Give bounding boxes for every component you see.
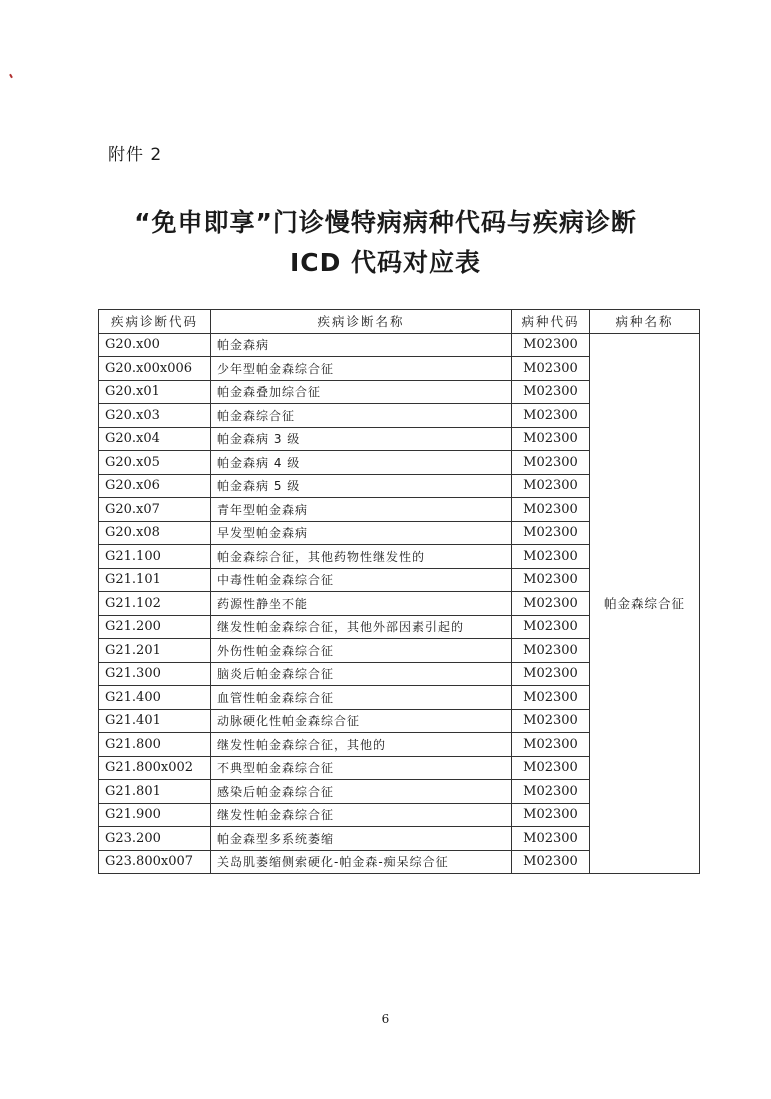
diagnosis-code-cell: G21.800: [99, 733, 211, 757]
diagnosis-name-cell: 外伤性帕金森综合征: [211, 639, 512, 663]
diagnosis-name-cell: 中毒性帕金森综合征: [211, 568, 512, 592]
diagnosis-code-cell: G21.102: [99, 592, 211, 616]
table-header-row: [99, 310, 700, 334]
diagnosis-code-cell: G20.x07: [99, 498, 211, 522]
disease-code-cell: M02300: [512, 827, 590, 851]
diagnosis-code-cell: G20.x00: [99, 333, 211, 357]
document-title-line-1: “免申即享”门诊慢特病病种代码与疾病诊断: [134, 208, 637, 237]
diagnosis-name-cell: 帕金森叠加综合征: [211, 380, 512, 404]
diagnosis-code-cell: G20.x05: [99, 451, 211, 475]
disease-code-cell: M02300: [512, 780, 590, 804]
table-row: [99, 333, 700, 357]
diagnosis-name-cell: 帕金森综合征: [211, 404, 512, 428]
diagnosis-name-cell: 帕金森病: [211, 333, 512, 357]
diagnosis-code-cell: G20.x03: [99, 404, 211, 428]
disease-code-cell: M02300: [512, 568, 590, 592]
diagnosis-code-cell: G21.300: [99, 662, 211, 686]
disease-code-cell: M02300: [512, 733, 590, 757]
diagnosis-name-cell: 继发性帕金森综合征，其他的: [211, 733, 512, 757]
disease-code-cell: M02300: [512, 850, 590, 874]
disease-code-cell: M02300: [512, 686, 590, 710]
column-header-diagnosis-name: 疾病诊断名称: [211, 310, 512, 334]
disease-code-cell: M02300: [512, 709, 590, 733]
diagnosis-name-cell: 帕金森综合征，其他药物性继发性的: [211, 545, 512, 569]
table-body: [99, 333, 700, 874]
diagnosis-name-cell: 血管性帕金森综合征: [211, 686, 512, 710]
disease-code-cell: M02300: [512, 404, 590, 428]
disease-code-cell: M02300: [512, 498, 590, 522]
diagnosis-code-cell: G21.401: [99, 709, 211, 733]
disease-code-cell: M02300: [512, 333, 590, 357]
diagnosis-code-cell: G21.101: [99, 568, 211, 592]
diagnosis-code-cell: G21.800x002: [99, 756, 211, 780]
diagnosis-name-cell: 关岛肌萎缩侧索硬化-帕金森-痴呆综合征: [211, 850, 512, 874]
diagnosis-name-cell: 早发型帕金森病: [211, 521, 512, 545]
scan-speck: [9, 74, 13, 78]
diagnosis-code-cell: G21.201: [99, 639, 211, 663]
diagnosis-code-cell: G21.801: [99, 780, 211, 804]
disease-name-cell: 帕金森综合征: [590, 333, 700, 874]
disease-code-cell: M02300: [512, 615, 590, 639]
diagnosis-name-cell: 继发性帕金森综合征: [211, 803, 512, 827]
column-header-disease-code: 病种代码: [512, 310, 590, 334]
diagnosis-name-cell: 药源性静坐不能: [211, 592, 512, 616]
column-header-diagnosis-code: 疾病诊断代码: [99, 310, 211, 334]
diagnosis-code-cell: G20.x08: [99, 521, 211, 545]
diagnosis-name-cell: 脑炎后帕金森综合征: [211, 662, 512, 686]
diagnosis-name-cell: 不典型帕金森综合征: [211, 756, 512, 780]
disease-code-cell: M02300: [512, 380, 590, 404]
diagnosis-code-cell: G21.200: [99, 615, 211, 639]
disease-code-cell: M02300: [512, 545, 590, 569]
disease-code-cell: M02300: [512, 357, 590, 381]
disease-code-cell: M02300: [512, 474, 590, 498]
diagnosis-code-cell: G20.x00x006: [99, 357, 211, 381]
disease-code-cell: M02300: [512, 427, 590, 451]
diagnosis-name-cell: 帕金森病 3 级: [211, 427, 512, 451]
diagnosis-name-cell: 继发性帕金森综合征，其他外部因素引起的: [211, 615, 512, 639]
attachment-label: 附件 2: [108, 145, 163, 165]
diagnosis-name-cell: 帕金森病 4 级: [211, 451, 512, 475]
diagnosis-name-cell: 帕金森病 5 级: [211, 474, 512, 498]
disease-code-cell: M02300: [512, 639, 590, 663]
disease-code-cell: M02300: [512, 662, 590, 686]
diagnosis-code-cell: G23.800x007: [99, 850, 211, 874]
disease-code-cell: M02300: [512, 756, 590, 780]
disease-code-cell: M02300: [512, 521, 590, 545]
document-title-line-2: ICD 代码对应表: [289, 248, 482, 277]
diagnosis-code-cell: G20.x04: [99, 427, 211, 451]
diagnosis-name-cell: 青年型帕金森病: [211, 498, 512, 522]
diagnosis-name-cell: 动脉硬化性帕金森综合征: [211, 709, 512, 733]
disease-code-cell: M02300: [512, 592, 590, 616]
page-number: 6: [381, 1012, 390, 1026]
diagnosis-name-cell: 感染后帕金森综合征: [211, 780, 512, 804]
diagnosis-code-cell: G21.400: [99, 686, 211, 710]
diagnosis-name-cell: 少年型帕金森综合征: [211, 357, 512, 381]
disease-code-cell: M02300: [512, 803, 590, 827]
diagnosis-name-cell: 帕金森型多系统萎缩: [211, 827, 512, 851]
diagnosis-code-cell: G20.x06: [99, 474, 211, 498]
diagnosis-code-cell: G21.900: [99, 803, 211, 827]
column-header-disease-name: 病种名称: [590, 310, 700, 334]
diagnosis-code-cell: G21.100: [99, 545, 211, 569]
diagnosis-code-cell: G20.x01: [99, 380, 211, 404]
diagnosis-code-cell: G23.200: [99, 827, 211, 851]
disease-code-cell: M02300: [512, 451, 590, 475]
icd-mapping-table: [98, 309, 700, 874]
